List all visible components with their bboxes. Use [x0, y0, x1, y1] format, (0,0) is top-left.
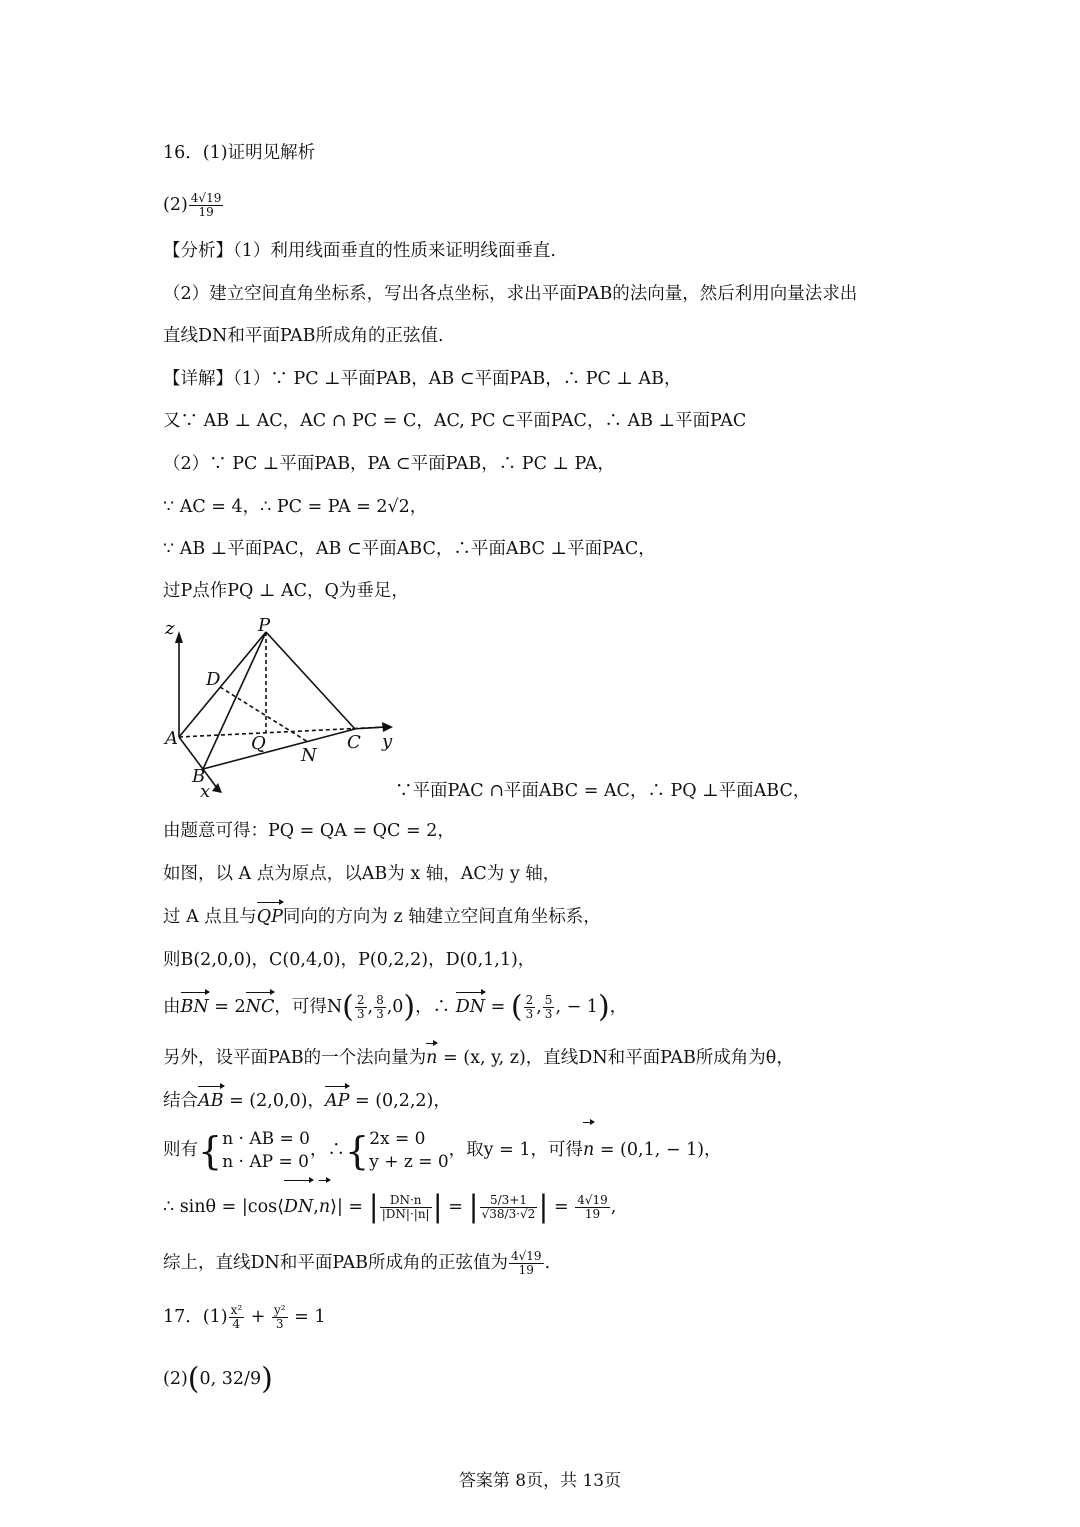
l15-a: 则有 [163, 1140, 198, 1160]
analysis-line-3: 直线DN和平面PAB所成角的正弦值. [163, 326, 444, 346]
l15-c: ，取y = 1，可得 [448, 1140, 583, 1160]
vector-AB: AB [198, 1088, 224, 1114]
l12-f: ，∴ [415, 997, 456, 1017]
system-1 [222, 1128, 310, 1174]
l15-b: ，∴ [310, 1140, 345, 1160]
frac-2-3 [355, 994, 367, 1021]
detail-line-17: 综上，直线DN和平面PAB所成角的正弦值为 $\frac{4√19}{19}$ . [163, 1249, 551, 1277]
vector-QP: QP [257, 904, 283, 930]
frac-y2-n: y² [273, 1303, 286, 1317]
q16-answer-1 [163, 140, 315, 166]
frac-x2-n: x² [230, 1303, 243, 1317]
frac-x2-d: 4 [232, 1317, 241, 1331]
q17-label: 17． [163, 1307, 203, 1327]
l15-e: = (0,1, − 1)， [594, 1140, 722, 1160]
l16-a: ∴ sinθ = |cos⟨ [163, 1197, 284, 1217]
vector-BN: BN [181, 994, 209, 1020]
q16-ans2-num: 4√19 [190, 191, 222, 205]
abs-close-1: | [432, 1189, 443, 1225]
edge-PC [266, 632, 355, 729]
l12-c: = 2 [208, 997, 246, 1017]
l16-g: = [548, 1197, 575, 1217]
label-Q: Q [251, 733, 266, 754]
frac-cos-n: DN·n [380, 1194, 432, 1208]
l12-a: 由 [163, 997, 181, 1017]
detail-line-16 [163, 1182, 616, 1232]
vector-NC: NC [246, 994, 275, 1020]
detail-line-5: ∵ AB ⊥平面PAC，AB ⊂平面ABC，∴平面ABC ⊥平面PAC， [163, 539, 656, 559]
frac-8-3-n: 8 [376, 993, 384, 1007]
frac-5-3 [543, 994, 555, 1021]
l17-text: 综上，直线DN和平面PAB所成角的正弦值为 [163, 1253, 509, 1273]
frac-2-3b [524, 994, 536, 1021]
l14-a: 结合 [163, 1091, 198, 1111]
sys2-eq1: 2x = 0 [369, 1128, 426, 1149]
frac-5-3-d: 3 [544, 1007, 553, 1021]
l12-e: ，可得N [274, 997, 343, 1017]
frac-result-n: 4√19 [577, 1193, 608, 1207]
minus-one: , − 1 [555, 997, 598, 1017]
q17-answer-1: 17．(1) $\frac{\text{x²}}{4}$ + $\frac{\text{y²}}{3}$ = 1 [163, 1303, 326, 1331]
sys1-eq2: n · AP = 0 [222, 1151, 309, 1172]
vector-DN: DN [456, 994, 485, 1020]
detail-line-3: （2）∵ PC ⊥平面PAB，PA ⊂平面PAB，∴ PC ⊥ PA， [163, 454, 615, 474]
label-B: B [192, 766, 206, 787]
frac-8-3 [374, 994, 386, 1021]
system-2 [369, 1128, 448, 1174]
l14-c: = (2,0,0)， [223, 1091, 325, 1111]
l13-a: 另外，设平面PAB的一个法向量为 [163, 1048, 427, 1068]
frac-final-n: 4√19 [511, 1249, 542, 1263]
q17-ans1-eq: = 1 [288, 1307, 326, 1327]
label-z: z [165, 618, 175, 639]
analysis-text-1: （1）利用线面垂直的性质来证明线面垂直. [233, 241, 556, 261]
label-P: P [258, 615, 271, 636]
detail-line-9: 如图，以 A 点为原点，以AB为 x 轴，AC为 y 轴， [163, 864, 561, 884]
detail-line-4: ∵ AC = 4，∴ PC = PA = 2√2， [163, 497, 428, 517]
label-N: N [301, 745, 317, 766]
l10-a: 过 A 点且与 [163, 907, 257, 927]
detail-tag: 【详解】 [163, 369, 233, 389]
l14-e: = (0,2,2)， [349, 1091, 451, 1111]
detail-line-10 [163, 904, 601, 930]
l13-c: = (x, y, z)，直线DN和平面PAB所成角为θ， [437, 1048, 794, 1068]
q16-ans2-den: 19 [198, 205, 214, 219]
l12-h: = [485, 997, 511, 1017]
sys2-eq2: y + z = 0 [369, 1151, 449, 1172]
abs-open-1: | [368, 1189, 379, 1225]
q17-ans1-prefix: (1) [202, 1307, 228, 1327]
paren-close: ) [403, 989, 416, 1025]
frac-final-d: 19 [518, 1263, 534, 1277]
detail-line-12: 由BN = 2NC，可得N( $\frac{2}{3}$ , $\frac{8}{3}$ ,0)，∴ DN = ( $\frac{2}{3}$ , $\frac{5}{3}$ , − 1)， [163, 989, 628, 1025]
label-C: C [347, 732, 361, 753]
brace-2: { [345, 1128, 370, 1173]
q16-ans2-prefix: (2) [163, 195, 188, 215]
frac-result-d: 19 [584, 1207, 601, 1221]
edge-BC [203, 729, 355, 769]
frac-final [509, 1250, 544, 1277]
frac-y2-3 [272, 1304, 288, 1331]
q17-answer-2 [163, 1361, 273, 1397]
l16-f: = [442, 1197, 469, 1217]
label-A: A [165, 728, 178, 749]
paren-open-2: ( [510, 989, 523, 1025]
frac-8-3-d: 3 [376, 1007, 384, 1021]
frac-2-3-n: 2 [356, 993, 365, 1007]
z-axis-arrow [175, 631, 183, 643]
analysis-tag: 【分析】 [163, 241, 233, 261]
vector-AP: AP [325, 1088, 349, 1114]
frac-cos-d: |DN|·|n| [381, 1207, 430, 1221]
frac-2-3b-n: 2 [525, 993, 534, 1007]
vector-n-3: n [319, 1182, 330, 1232]
frac-values-d: √38/3·√2 [481, 1207, 536, 1221]
page-footer: 答案第 8页，共 13页 [458, 1471, 622, 1491]
detail-line-13 [163, 1045, 794, 1071]
analysis-line-2: （2）建立空间直角坐标系，写出各点坐标，求出平面PAB的法向量，然后利用向量法求出 [163, 284, 858, 304]
frac-values-n: 5/3+1 [480, 1194, 538, 1208]
q17-paren-open: ( [187, 1361, 200, 1397]
detail-line-1 [163, 366, 682, 392]
abs-close-2: | [538, 1189, 549, 1225]
frac-y2-d: 3 [275, 1317, 284, 1331]
edge-PA [179, 632, 266, 737]
q16-ans1: (1)证明见解析 [202, 143, 316, 163]
l10-c: 同向的方向为 z 轴建立空间直角坐标系， [282, 907, 601, 927]
detail-text-1: （1）∵ PC ⊥平面PAB，AB ⊂平面PAB，∴ PC ⊥ AB， [233, 369, 682, 389]
q16-label: 16． [163, 143, 203, 163]
detail-line-11: 则B(2,0,0)，C(0,4,0)，P(0,2,2)，D(0,1,1)， [163, 950, 536, 970]
abs-open-2: | [468, 1189, 479, 1225]
vector-n: n [426, 1045, 437, 1071]
l16-h: , [610, 1197, 617, 1217]
q17-ans2-prefix: (2) [163, 1369, 188, 1389]
label-x: x [200, 781, 211, 800]
zero-coord: ,0 [386, 997, 404, 1017]
detail-line-14 [163, 1088, 451, 1114]
pyramid-figure [160, 615, 400, 800]
analysis-line-1 [163, 238, 556, 264]
frac-2-3-d: 3 [356, 1007, 365, 1021]
sys1-eq1: n · AB = 0 [222, 1128, 310, 1149]
q17-paren-close: ) [261, 1361, 273, 1397]
frac-x2-4 [229, 1304, 245, 1331]
frac-2-3b-d: 3 [525, 1007, 534, 1021]
frac-values [480, 1194, 538, 1221]
frac-cos [380, 1194, 432, 1221]
brace-1: { [198, 1128, 223, 1173]
y-axis-solid [352, 727, 385, 729]
detail-line-8: 由题意可得：PQ = QA = QC = 2， [163, 821, 455, 841]
detail-line-2: 又∵ AB ⊥ AC，AC ∩ PC = C，AC, PC ⊂平面PAC，∴ AB ⊥平面PAC [163, 411, 747, 431]
q17-ans2-val: 0, 32/9 [199, 1369, 262, 1389]
label-y: y [382, 731, 393, 752]
vector-DN-2: DN [284, 1182, 313, 1232]
detail-line-6: 过P点作PQ ⊥ AC，Q为垂足， [163, 581, 409, 601]
q16-answer-2 [163, 192, 224, 219]
l12-i: ， [609, 997, 628, 1017]
detail-line-15 [163, 1124, 722, 1176]
paren-open: ( [342, 989, 354, 1025]
detail-line-7: ∵平面PAC ∩平面ABC = AC，∴ PQ ⊥平面ABC， [395, 781, 811, 801]
l16-e: ⟩| = [330, 1197, 369, 1217]
l16-c: , [313, 1197, 319, 1217]
paren-close-2: ) [597, 989, 610, 1025]
label-D: D [206, 669, 221, 690]
vector-n-2: n [583, 1124, 594, 1176]
frac-result [575, 1194, 610, 1221]
q16-ans2-frac [189, 192, 224, 219]
frac-5-3-n: 5 [544, 993, 553, 1007]
